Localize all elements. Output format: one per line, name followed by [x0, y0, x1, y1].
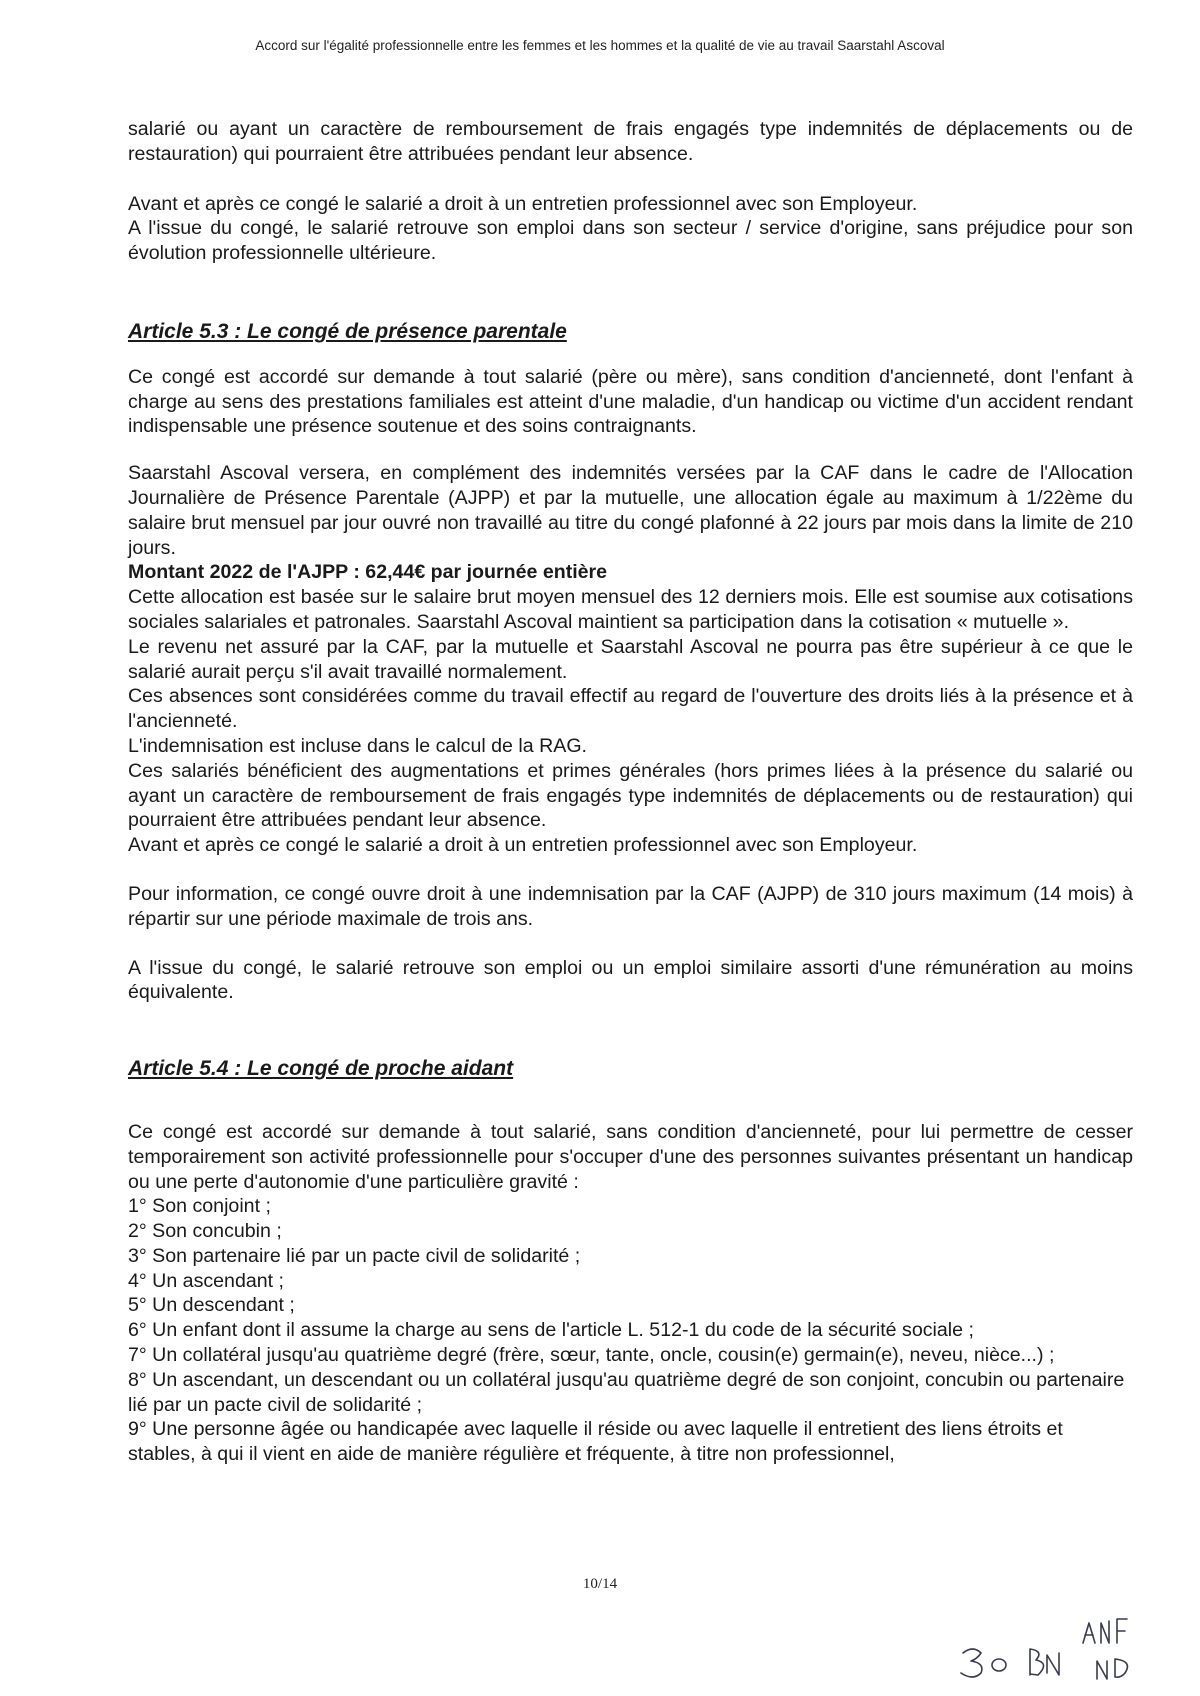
paragraph: Ces absences sont considérées comme du travail effectif au regard de l'ouverture des droits liés à la présence et à l'ancienneté. — [128, 685, 1133, 733]
paragraph: Cette allocation est basée sur le salaire brut moyen mensuel des 12 derniers mois. Elle est soumise aux cotisations sociales salariales et patronales. Saarstahl Ascoval maintient sa participation dans la cotisation « mutuelle ». — [128, 586, 1133, 633]
list-item: 8° Un ascendant, un descendant ou un collatéral jusqu'au quatrième degré de son conjoint, concubin ou partenaire lié par un pacte civil de solidarité ; — [128, 1368, 1125, 1416]
article-5-4-title: Article 5.4 : Le congé de proche aidant — [128, 1057, 514, 1081]
paragraph: Pour information, ce congé ouvre droit à une indemnisation par la CAF (AJPP) de 310 jours maximum (14 mois) à répartir sur une période maximale de trois ans. — [128, 882, 1133, 930]
paragraph: A l'issue du congé, le salarié retrouve son emploi ou un emploi similaire assorti d'une rémunération au moins équivalente. — [128, 956, 1133, 1004]
ajpp-amount: Montant 2022 de l'AJPP : 62,44€ par journée entière — [128, 561, 608, 584]
list-item: 1° Son conjoint ; — [128, 1195, 271, 1218]
paragraph: Ce congé est accordé sur demande à tout salarié (père ou mère), sans condition d'ancienneté, dont l'enfant à charge au sens des prestations familiales est atteint d'une maladie, d'un handicap ou victime d'un accident rendant indispensable une présence soutenue et des soins contraignants. — [128, 365, 1133, 438]
intro-paragraph: A l'issue du congé, le salarié retrouve son emploi dans son secteur / service d'origine, sans préjudice pour son évolution professionnelle ultérieure. — [128, 217, 1133, 265]
handwritten-initials — [955, 1605, 1175, 1685]
intro-paragraph: Avant et après ce congé le salarié a droit à un entretien professionnel avec son Employeur. — [128, 192, 918, 215]
paragraph: Avant et après ce congé le salarié a droit à un entretien professionnel avec son Employeur. — [128, 834, 918, 857]
list-item: 3° Son partenaire lié par un pacte civil de solidarité ; — [128, 1244, 581, 1267]
document-body — [128, 117, 1133, 1467]
paragraph: L'indemnisation est incluse dans le calcul de la RAG. — [128, 734, 587, 757]
paragraph: Ce congé est accordé sur demande à tout salarié, sans condition d'ancienneté, pour lui permettre de cesser temporairement son activité professionnelle pour s'occuper d'une des personnes suivantes présentant un handicap ou une perte d'autonomie d'une particulière gravité : — [128, 1120, 1133, 1193]
list-item: 6° Un enfant dont il assume la charge au sens de l'article L. 512-1 du code de la sécurité sociale ; — [128, 1319, 974, 1342]
list-item: 5° Un descendant ; — [128, 1294, 295, 1317]
article-5-3-title: Article 5.3 : Le congé de présence parentale — [128, 319, 567, 343]
list-item: 4° Un ascendant ; — [128, 1269, 284, 1292]
paragraph: Le revenu net assuré par la CAF, par la mutuelle et Saarstahl Ascoval ne pourra pas être supérieur à ce que le salarié aurait perçu s'il avait travaillé normalement. — [128, 635, 1133, 683]
page-number: 10/14 — [582, 1576, 618, 1592]
list-item: 2° Son concubin ; — [128, 1220, 282, 1243]
paragraph: Saarstahl Ascoval versera, en complément des indemnités versées par la CAF dans le cadre de l'Allocation Journalière de Présence Parentale (AJPP) et par la mutuelle, une allocation égale au maximum à 1/22ème du salaire brut mensuel par jour ouvré non travaillé au titre du congé plafonné à 22 jours par mois dans la limite de 210 jours. — [128, 462, 1133, 559]
page-header: Accord sur l'égalité professionnelle entre les femmes et les hommes et la qualité de vie au travail Saarstahl Ascoval — [255, 38, 945, 53]
list-item: 7° Un collatéral jusqu'au quatrième degré (frère, sœur, tante, oncle, cousin(e) germain(e), neveu, nièce...) ; — [128, 1344, 1055, 1367]
paragraph: Ces salariés bénéficient des augmentations et primes générales (hors primes liées à la présence du salarié ou ayant un caractère de remboursement de frais engagés type indemnités de déplacements ou de restauration) qui pourraient être attribuées pendant leur absence. — [128, 759, 1133, 832]
intro-paragraph: salarié ou ayant un caractère de remboursement de frais engagés type indemnités de déplacements ou de restauration) qui pourraient être attribuées pendant leur absence. — [128, 118, 1133, 165]
list-item: 9° Une personne âgée ou handicapée avec laquelle il réside ou avec laquelle il entretient des liens étroits et stables, à qui il vient en aide de manière régulière et fréquente, à titre non professionnel, — [128, 1418, 1063, 1466]
